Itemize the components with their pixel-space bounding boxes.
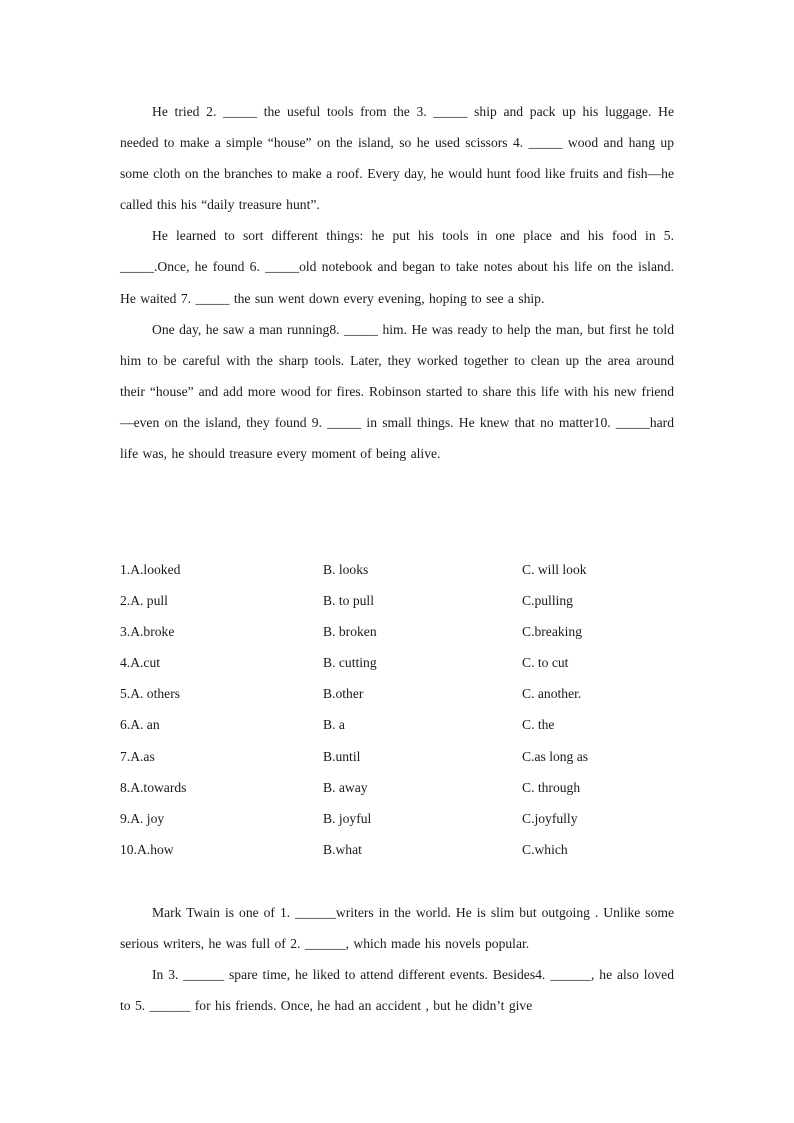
option-row bbox=[120, 678, 680, 709]
option-c: C.breaking bbox=[522, 624, 583, 640]
option-row bbox=[120, 647, 680, 678]
option-row bbox=[120, 741, 680, 772]
option-c: C.pulling bbox=[522, 593, 573, 609]
passage-paragraph: Mark Twain is one of 1. ______writers in the world. He is slim but outgoing . Unlike some serious writers, he was full of 2. ______, which made his novels popular. bbox=[120, 905, 674, 952]
option-row bbox=[120, 616, 680, 647]
answer-options bbox=[120, 554, 680, 865]
option-a: 10.A.how bbox=[120, 841, 174, 857]
option-b: B. away bbox=[323, 779, 368, 795]
option-b: B. cutting bbox=[323, 655, 377, 671]
option-c: C.joyfully bbox=[522, 810, 578, 826]
option-row bbox=[120, 772, 680, 803]
option-a: 3.A.broke bbox=[120, 624, 175, 640]
option-a: 2.A. pull bbox=[120, 593, 168, 609]
option-b: B. joyful bbox=[323, 810, 372, 826]
option-b: B.what bbox=[323, 841, 362, 857]
option-row bbox=[120, 554, 680, 585]
option-b: B.other bbox=[323, 686, 364, 702]
option-c: C. to cut bbox=[522, 655, 569, 671]
option-row bbox=[120, 709, 680, 740]
option-row bbox=[120, 585, 680, 616]
cloze-passage-robinson bbox=[120, 96, 674, 469]
cloze-passage-mark-twain bbox=[120, 897, 674, 1021]
passage-paragraph: In 3. ______ spare time, he liked to attend different events. Besides4. ______, he also loved to 5. ______ for his friends. Once, he had an accident , but he didn’t give bbox=[120, 967, 674, 1014]
option-b: B. looks bbox=[323, 562, 369, 577]
passage-paragraph: One day, he saw a man running8. _____ him. He was ready to help the man, but first he told him to be careful with the sharp tools. Later, they worked together to clean up the area around their “house” and add more wood for fires. Robinson started to share this life with his new friend—even on the island, they found 9. _____ in small things. He knew that no matter10. _____hard life was, he should treasure every moment of being alive. bbox=[120, 321, 674, 462]
option-row bbox=[120, 803, 680, 834]
option-c: C. will look bbox=[522, 562, 587, 577]
option-a: 8.A.towards bbox=[120, 779, 187, 795]
passage-paragraph: He learned to sort different things: he put his tools in one place and his food in 5. _____.Once, he found 6. _____old notebook and began to take notes about his life on the island. He waited 7. _____ the sun went down every evening, hoping to see a ship. bbox=[120, 228, 674, 306]
option-c: C. through bbox=[522, 779, 581, 795]
option-b: B. a bbox=[323, 717, 345, 733]
option-b: B.until bbox=[323, 748, 361, 764]
option-c: C.which bbox=[522, 841, 568, 857]
option-b: B. broken bbox=[323, 624, 377, 640]
option-b: B. to pull bbox=[323, 593, 374, 609]
option-a: 5.A. others bbox=[120, 686, 181, 702]
option-c: C. the bbox=[522, 717, 555, 733]
passage-paragraph: He tried 2. _____ the useful tools from the 3. _____ ship and pack up his luggage. He needed to make a simple “house” on the island, so he used scissors 4. _____ wood and hang up some cloth on the branches to make a roof. Every day, he would hunt food like fruits and fish—he called this his “daily treasure hunt”. bbox=[120, 104, 674, 213]
option-c: C.as long as bbox=[522, 748, 589, 764]
option-a: 4.A.cut bbox=[120, 655, 161, 671]
option-row bbox=[120, 834, 680, 865]
option-a: 6.A. an bbox=[120, 717, 160, 733]
option-a: 9.A. joy bbox=[120, 810, 165, 826]
option-c: C. another. bbox=[522, 686, 582, 702]
option-a: 1.A.looked bbox=[120, 562, 181, 577]
option-a: 7.A.as bbox=[120, 748, 155, 764]
